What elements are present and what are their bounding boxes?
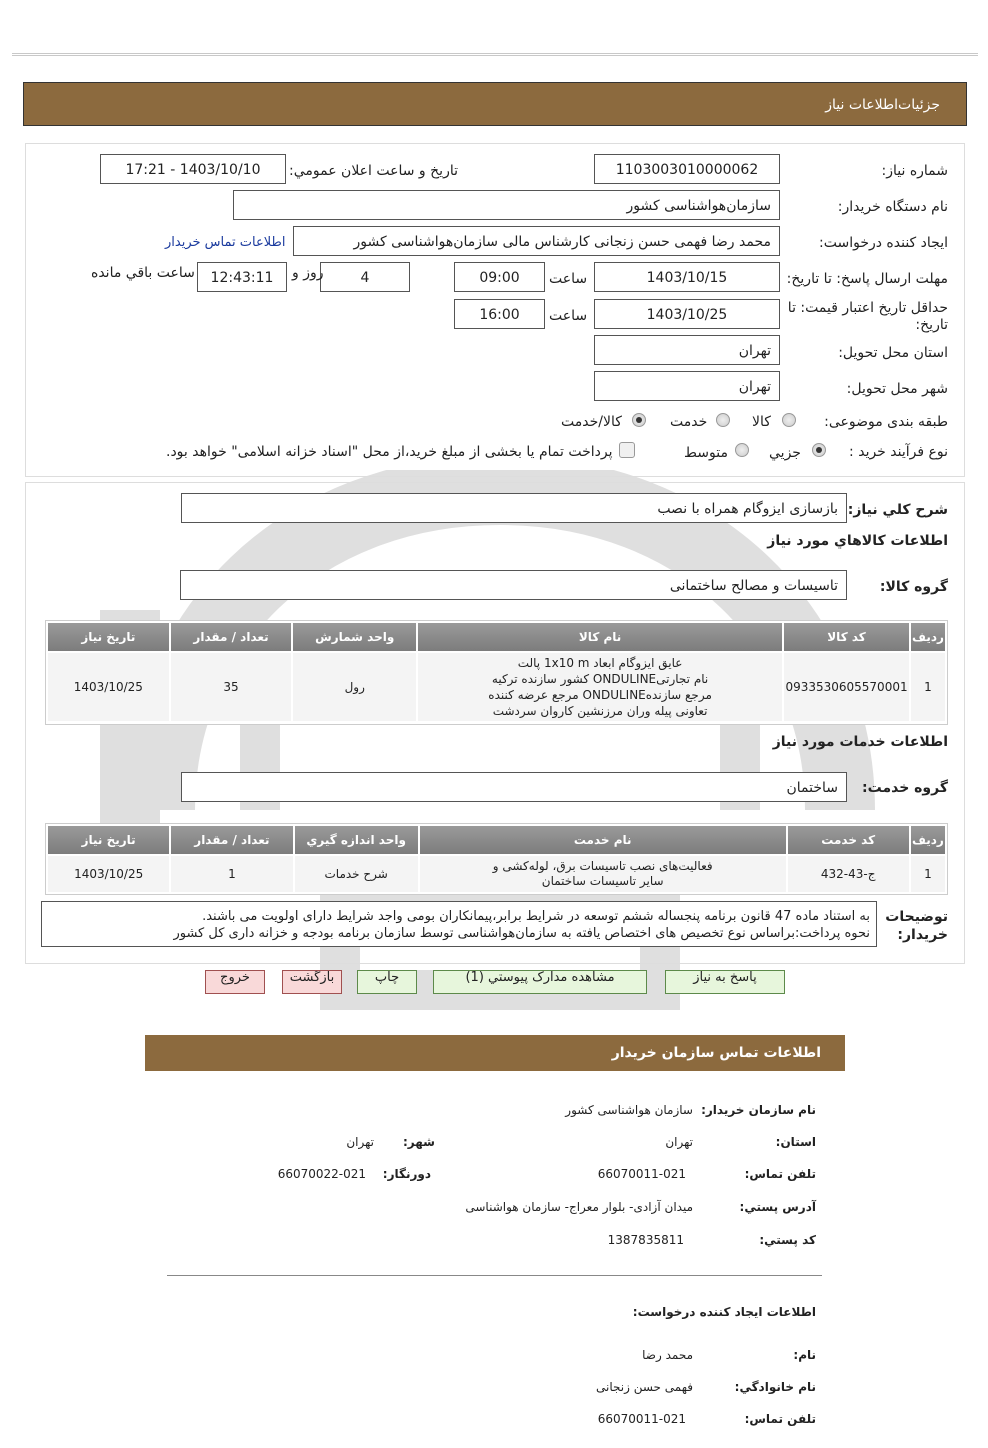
services-table xyxy=(46,824,947,894)
top-divider xyxy=(12,53,978,56)
notes-label-line: توضيحات xyxy=(885,909,948,925)
process-option-medium: متوسط xyxy=(684,445,728,461)
services-cell-unit: شرح خدمات xyxy=(295,856,418,892)
table-row xyxy=(48,856,945,892)
goods-col-unit: واحد شمارش xyxy=(293,623,416,651)
attachments-button[interactable]: مشاهده مدارک پیوستي (1) xyxy=(433,970,647,994)
goods-col-qty: تعداد / مقدار xyxy=(171,623,292,651)
treasury-note: پرداخت تمام يا بخشی از مبلغ خريد،از محل "اسناد خزانه اسلامی" خواهد بود. xyxy=(166,444,613,460)
contact-fax-label: دورنگار: xyxy=(382,1167,431,1181)
contact-address-value: میدان آزادی- بلوار معراج- سازمان هواشناسی xyxy=(465,1200,693,1214)
services-cell-code: ج-43-432 xyxy=(788,856,909,892)
announce-field: 1403/10/10 - 17:21 xyxy=(100,154,286,184)
notes-label xyxy=(885,908,948,944)
services-cell-date: 1403/10/25 xyxy=(48,856,169,892)
category-radio-goods[interactable] xyxy=(782,413,796,427)
price-validity-date-field: 1403/10/25 xyxy=(594,299,780,329)
services-table-header xyxy=(48,826,945,854)
process-label: نوع فرآيند خريد : xyxy=(849,444,948,460)
services-col-index: رديف xyxy=(911,826,945,854)
services-col-date: تاريخ نياز xyxy=(48,826,169,854)
notes-label-line: خريدار: xyxy=(897,927,948,943)
treasury-checkbox[interactable] xyxy=(619,442,635,458)
contact-city-value: تهران xyxy=(346,1135,374,1149)
back-button[interactable]: بازگشت xyxy=(282,970,342,994)
category-radio-service[interactable] xyxy=(716,413,730,427)
goods-name-line: تعاونی پیله وران مرزنشین کاروان سردشت xyxy=(492,704,708,718)
goods-cell-name xyxy=(418,653,782,721)
services-cell-qty: 1 xyxy=(171,856,292,892)
services-table-wrap xyxy=(45,823,948,895)
service-name-line: سایر تاسیسات ساختمان xyxy=(541,874,664,888)
creator-name-value: محمد رضا xyxy=(642,1348,693,1362)
contact-org-label: نام سازمان خريدار: xyxy=(701,1103,816,1117)
goods-group-label: گروه كالا: xyxy=(879,579,948,595)
contact-fax-value: 66070022-021 xyxy=(277,1167,366,1181)
creator-label: ايجاد كننده درخواست: xyxy=(819,235,948,251)
process-radio-medium[interactable] xyxy=(735,443,749,457)
contact-divider xyxy=(167,1275,822,1276)
buyer-contact-link[interactable]: اطلاعات تماس خريدار xyxy=(165,235,286,250)
deadline-time-field: 09:00 xyxy=(454,262,545,292)
services-cell-index: 1 xyxy=(911,856,945,892)
goods-cell-index: 1 xyxy=(911,653,945,721)
services-col-unit: واحد اندازه گيري xyxy=(295,826,418,854)
contact-postal-value: 1387835811 xyxy=(607,1233,684,1247)
services-col-code: كد خدمت xyxy=(788,826,909,854)
goods-section-title: اطلاعات كالاهاي مورد نياز xyxy=(767,533,948,549)
category-option-goods: کالا xyxy=(752,414,771,430)
creator-family-value: فهمی حسن زنجانی xyxy=(596,1380,693,1394)
creator-field: محمد رضا فهمی حسن زنجانی کارشناس مالی سازمان‌هواشناسی کشور xyxy=(293,226,780,256)
process-option-minor: جزيي xyxy=(769,445,801,461)
category-option-both: کالا/خدمت xyxy=(561,414,622,430)
creator-family-label: نام خانوادگي: xyxy=(734,1380,816,1394)
summary-field: بازسازی ایزوگام همراه با نصب xyxy=(181,493,847,523)
category-option-service: خدمت xyxy=(670,414,708,430)
goods-cell-unit: رول xyxy=(293,653,416,721)
contact-header xyxy=(145,1035,845,1071)
contact-title: اطلاعات تماس سازمان خريدار xyxy=(611,1045,821,1061)
days-label: روز و xyxy=(292,265,324,281)
goods-cell-code: 0933530605570001 xyxy=(784,653,909,721)
goods-table-wrap xyxy=(45,620,948,725)
goods-name-line: عایق ایزوگام ابعاد 1x10 m پالت xyxy=(517,656,683,670)
services-section-title: اطلاعات خدمات مورد نياز xyxy=(772,734,948,750)
goods-cell-qty: 35 xyxy=(171,653,292,721)
days-field: 4 xyxy=(320,262,410,292)
services-col-name: نام خدمت xyxy=(420,826,786,854)
deadline-date-field: 1403/10/15 xyxy=(594,262,780,292)
city-label: شهر محل تحويل: xyxy=(846,381,948,397)
services-cell-name xyxy=(420,856,786,892)
process-radio-minor[interactable] xyxy=(812,443,826,457)
notes-box xyxy=(41,901,877,947)
province-label: استان محل تحويل: xyxy=(838,345,948,361)
services-col-qty: تعداد / مقدار xyxy=(171,826,292,854)
contact-province-label: استان: xyxy=(775,1135,816,1149)
notes-line: به استناد ماده 47 قانون برنامه پنجساله ششم توسعه در شرایط برابر،پیمانکاران بومی واجد شرایط دارای اولویت می باشند. xyxy=(202,909,870,924)
goods-name-line: مرجع سازندهONDULINE مرجع عرضه کننده xyxy=(488,688,712,702)
category-label: طبقه بندی موضوعی: xyxy=(824,414,948,430)
page-header xyxy=(23,82,967,126)
service-group-label: گروه خدمت: xyxy=(862,780,948,796)
goods-col-code: كد كالا xyxy=(784,623,909,651)
contact-city-label: شهر: xyxy=(403,1135,435,1149)
goods-group-field: تاسیسات و مصالح ساختمانی xyxy=(180,570,847,600)
buyer-org-label: نام دستگاه خريدار: xyxy=(837,199,948,215)
remaining-label: ساعت باقي مانده xyxy=(91,265,195,281)
deadline-time-label: ساعت xyxy=(549,271,588,287)
summary-label: شرح كلي نياز: xyxy=(847,502,948,518)
goods-cell-date: 1403/10/25 xyxy=(48,653,169,721)
creator-phone-value: 66070011-021 xyxy=(597,1412,686,1426)
city-field: تهران xyxy=(594,371,780,401)
goods-col-date: تاريخ نياز xyxy=(48,623,169,651)
price-validity-label: حداقل تاريخ اعتبار قيمت: تا تاریخ: xyxy=(787,300,948,333)
page-title: جزئيات‌اطلاعات نياز xyxy=(825,97,940,113)
print-button[interactable]: چاپ xyxy=(357,970,417,994)
service-group-field: ساختمان xyxy=(181,772,847,802)
buyer-org-field: سازمان‌هواشناسی کشور xyxy=(233,190,780,220)
deadline-label: مهلت ارسال پاسخ: تا تاریخ: xyxy=(786,271,948,287)
goods-table xyxy=(46,621,947,723)
notes-line: نحوه پرداخت:براساس نوع تخصیص های اختصاص یافته به سازمان‌هواشناسی توسط سازمان برنامه بودجه و خزانه داری کل کشور xyxy=(173,926,870,941)
price-validity-time-field: 16:00 xyxy=(454,299,545,329)
contact-address-label: آدرس پستي: xyxy=(739,1200,816,1214)
remaining-time-field: 12:43:11 xyxy=(197,262,287,292)
creator-phone-label: تلفن تماس: xyxy=(744,1412,816,1426)
goods-col-index: رديف xyxy=(911,623,945,651)
announce-label: تاريخ و ساعت اعلان عمومي: xyxy=(289,163,458,179)
goods-col-name: نام كالا xyxy=(418,623,782,651)
contact-phone-label: تلفن تماس: xyxy=(744,1167,816,1181)
service-name-line: فعالیت‌های نصب تاسیسات برق، لوله‌کشی و xyxy=(492,859,713,873)
need-number-field: 1103003010000062 xyxy=(594,154,780,184)
contact-postal-label: کد پستي: xyxy=(759,1233,816,1247)
exit-button[interactable]: خروج xyxy=(205,970,265,994)
table-row xyxy=(48,653,945,721)
province-field: تهران xyxy=(594,335,780,365)
price-validity-time-label: ساعت xyxy=(549,308,588,324)
goods-table-header xyxy=(48,623,945,651)
goods-name-line: نام تجارتیONDULINE کشور سازنده ترکیه xyxy=(491,672,709,686)
reply-button[interactable]: پاسخ به نياز xyxy=(665,970,785,994)
contact-phone-value: 66070011-021 xyxy=(597,1167,686,1181)
need-number-label: شماره نیاز: xyxy=(881,163,948,179)
creator-section-title: اطلاعات ايجاد كننده درخواست: xyxy=(632,1305,816,1319)
contact-province-value: تهران xyxy=(665,1135,693,1149)
creator-name-label: نام: xyxy=(793,1348,816,1362)
category-radio-both[interactable] xyxy=(632,413,646,427)
contact-org-value: سازمان هواشناسی کشور xyxy=(565,1103,693,1117)
